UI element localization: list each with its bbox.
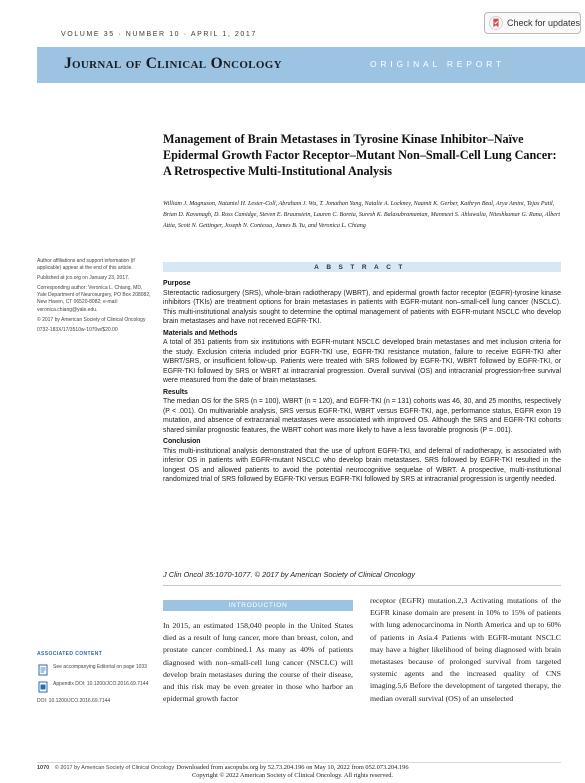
section-label: ORIGINAL REPORT — [370, 59, 505, 69]
article-citation: J Clin Oncol 35:1070-1077. © 2017 by American Society of Clinical Oncology — [163, 570, 416, 579]
page-number: 1070 — [37, 765, 50, 771]
document-icon — [37, 664, 49, 676]
methods-text: A total of 351 patients from six institutions with EGFR-mutant NSCLC developed brain metastases and met inclusion criteria for the study. Exclusion criteria included prior EGFR-TKI use, EGFR-TKI resistance mutation, failure to receive EGFR-TKI after WBRT/SRS, or insufficient follow-up. Patients were treated with SRS followed by EGFR-TKI, WBRT followed by EGFR-TKI, or EGFR-TKI followed by SRS or WBRT at intracranial progression. Overall survival (OS) and intracranial progression-free survival were measured from the date of brain metastases. — [163, 339, 561, 384]
introduction-heading-bar — [163, 600, 353, 611]
download-source: Downloaded from ascopubs.org by 52.73.204.196 on May 10, 2022 from 052.073.204.196 — [176, 764, 409, 771]
article-doi[interactable]: DOI: 10.1200/JCO.2016.69.7144 — [37, 698, 111, 704]
abstract-heading-bar — [163, 262, 561, 272]
footer-divider — [37, 762, 561, 763]
appendix-icon — [37, 681, 49, 693]
check-for-updates-button[interactable] — [484, 12, 581, 34]
journal-header-bar — [37, 47, 585, 83]
intro-text-right: receptor (EGFR) mutation.2,3 Activating mutations of the EGFR kinase domain are present in 10% to 15% of patients with lung adenocarcinoma in North America and up to 60% of patients in Asia.4 Patients with EGFR-mutant NSCLC may have a higher likelihood of being diagnosed with brain metastases because of prolonged survival from targeted systemic agents and the increased quality of CNS imaging.5,6 Before the development of targeted therapy, the median overall survival (OS) of an unselected — [370, 596, 561, 703]
corresponding-author-note: Corresponding author: Veronica L. Chiang, MD, Yale Department of Neurosurgery, PO Box 208082, New Haven, CT 06520-8082; e-mail: veronica.chiang@yale.edu. — [37, 285, 151, 313]
intro-text-left: In 2015, an estimated 158,040 people in the United States died as a result of lung cancer, more than breast, colon, and prostate cancer combined.1 As many as 40% of patients diagnosed with non–small-cell lung cancer (NSCLC) will develop brain metastases during the course of their disease, and this risk may be even greater in those who harbor an epidermal growth factor — [163, 621, 353, 704]
check-updates-label: Check for updates — [506, 18, 580, 28]
article-sidenotes — [37, 258, 153, 337]
author-list: William J. Magnuson, Nataniel H. Lester-Coll, Abraham J. Wu, T. Jonathan Yang, Natalie A. Lockney, Naamit K. Gerber, Kathryn Beal, Arya Amini, Tejas Patil, Brian D. Kavanagh, D. Ross Camidge, Steven E. Braunstein, Lauren C. Boreta, Suresh K. Balasubramanian, Manmeet S. Ahluwalia, Niteshkumar G. Rana, Albert Attia, Scott N. Gettinger, Joseph N. Contessa, James B. Yu, and Veronica L. Chiang — [163, 201, 561, 229]
issn-note: 0732-183X/17/3510w-1070w/$20.00 — [37, 326, 118, 333]
affiliations-note: Author affiliations and support information (if applicable) appear at the end of this article. — [37, 258, 135, 272]
appendix-link-text: Appendix DOI: 10.1200/JCO.2016.69.7144 — [53, 681, 149, 687]
associated-content — [37, 651, 153, 704]
purpose-text: Stereotactic radiosurgery (SRS), whole-brain radiotherapy (WBRT), and epidermal growth factor receptor (EGFR)-tyrosine kinase inhibitors (TKIs) are treatment options for brain metastases in patients with EGFR-mutant non–small-cell lung cancer (NSCLC). This multi-institutional analysis sought to determine the optimal management of patients with EGFR-mutant NSCLC who develop brain metastases and have not received EGFR-TKI. — [163, 289, 561, 325]
bookmark-check-icon — [489, 15, 503, 31]
journal-title: Journal of Clinical Oncology — [64, 55, 282, 72]
conclusion-heading: Conclusion — [163, 438, 201, 445]
abstract-body — [163, 279, 561, 486]
methods-heading: Materials and Methods — [163, 329, 238, 337]
rights-notice: Copyright © 2022 American Society of Clinical Oncology. All rights reserved. — [191, 772, 394, 779]
results-heading: Results — [163, 388, 188, 396]
article-title: Management of Brain Metastases in Tyrosine Kinase Inhibitor–Naïve Epidermal Growth Factor Receptor–Mutant Non–Small-Cell Lung Cancer: A Retrospective Multi-Institutional Analysis — [163, 132, 557, 178]
issue-line: VOLUME 35 · NUMBER 10 · APRIL 1, 2017 — [61, 31, 257, 38]
purpose-heading: Purpose — [163, 280, 191, 287]
editorial-link[interactable] — [37, 664, 153, 676]
published-note[interactable]: Published at jco.org on January 23, 2017. — [37, 275, 130, 282]
appendix-link[interactable] — [37, 681, 153, 693]
associated-content-title: ASSOCIATED CONTENT — [37, 651, 103, 657]
introduction-heading: INTRODUCTION — [228, 601, 288, 609]
footer-copyright: © 2017 by American Society of Clinical Oncology — [54, 765, 175, 771]
results-text: The median OS for the SRS (n = 100), WBRT (n = 120), and EGFR-TKI (n = 131) cohorts was 46, 30, and 25 months, respectively (P < .001). On multivariable analysis, SRS versus EGFR-TKI, WBRT versus EGFR-TKI, age, performance status, EGFR exon 19 mutation, and absence of extracranial metastases were associated with improved OS. Although the SRS and EGFR-TKI cohorts shared similar prognostic features, the WBRT cohort was more likely to have a less favorable prognosis (P = .001). — [163, 398, 561, 434]
download-notice — [0, 764, 585, 780]
conclusion-text: This multi-institutional analysis demonstrated that the use of upfront EGFR-TKI, and deferral of radiotherapy, is associated with inferior OS in patients with EGFR-mutant NSCLC who develop brain metastases. SRS followed by EGFR-TKI resulted in the longest OS and allowed patients to avoid the potential neurocognitive sequelae of WBRT. A prospective, multi-institutional randomized trial of SRS followed by EGFR-TKI versus EGFR-TKI followed by SRS at intracranial progression is urgently needed. — [163, 447, 561, 483]
section-divider — [163, 585, 561, 586]
copyright-note: © 2017 by American Society of Clinical Oncology — [37, 316, 146, 323]
abstract-heading: ABSTRACT — [314, 263, 410, 271]
editorial-link-text: See accompanying Editorial on page 1033 — [53, 664, 147, 670]
